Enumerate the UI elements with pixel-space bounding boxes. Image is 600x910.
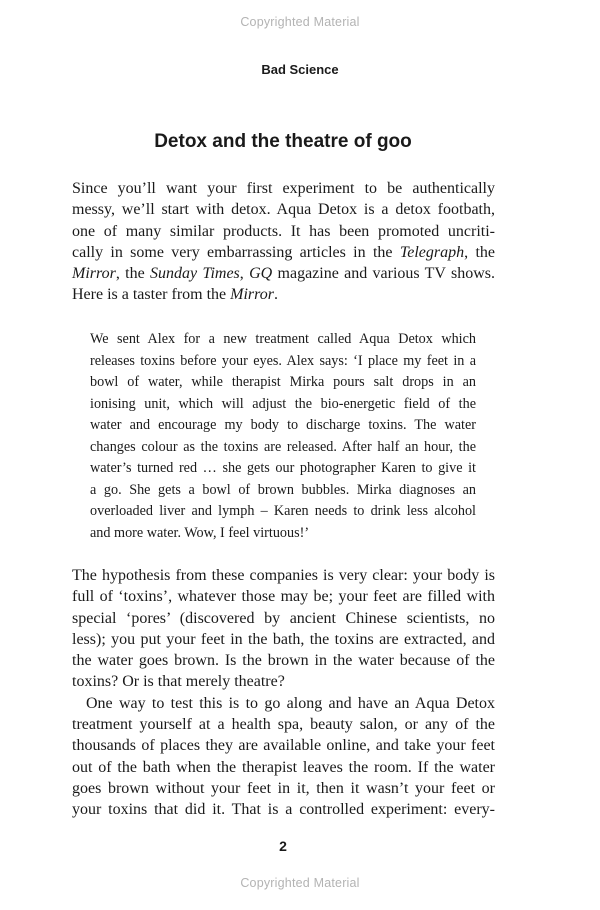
- publication-name: Mirror: [230, 286, 275, 304]
- text-run: magazine and various TV shows.: [272, 265, 496, 283]
- quote-line: releases toxins before your eyes. Alex says: ‘I place my feet in a: [90, 352, 476, 369]
- text-line: messy, we’ll start with detox. Aqua Detox is a detox footbath,: [72, 201, 495, 219]
- copyright-watermark-top: Copyrighted Material: [240, 15, 360, 29]
- text-run: , the: [464, 243, 496, 261]
- quote-line: bowl of water, while therapist Mirka pours salt drops in an: [90, 374, 476, 390]
- quote-line: water’s turned red … she gets our photographer Karen to give it: [90, 460, 476, 476]
- quote-line: water and encourage my body to discharge toxins. The water: [90, 417, 476, 433]
- text-line: special ‘pores’ (discovered by ancient Chinese scientists, no: [72, 609, 495, 627]
- body-paragraph-1: [72, 178, 495, 306]
- text-line: less); you put your feet in the bath, the toxins are extracted, and: [72, 630, 495, 648]
- text-line: the water goes brown. Is the brown in the water because of the: [72, 652, 495, 670]
- text-line: The hypothesis from these companies is very clear: your body is: [72, 567, 495, 584]
- text-line: [72, 284, 495, 305]
- text-run: ,: [239, 265, 250, 283]
- quote-line: We sent Alex for a new treatment called Aqua Detox which: [90, 331, 476, 347]
- text-run: Here is a taster from the: [72, 286, 231, 304]
- quote-line: overloaded liver and lymph – Karen needs to drink less alcohol: [90, 503, 476, 519]
- text-line: out of the bath when the therapist leaves the room. If the water: [72, 758, 495, 776]
- text-run: cally in some very embarrassing articles in the: [72, 243, 400, 261]
- text-run: , the: [115, 265, 151, 283]
- text-line: Since you’ll want your first experiment to be authentically: [72, 180, 495, 197]
- chapter-title: Detox and the theatre of goo: [154, 131, 412, 152]
- copyright-watermark-bottom: Copyrighted Material: [240, 876, 360, 890]
- text-line: [72, 242, 495, 263]
- body-paragraph-2: [72, 565, 495, 821]
- text-line: full of ‘toxins’, whatever those may be; your feet are filled with: [72, 588, 495, 606]
- text-run: .: [274, 286, 279, 304]
- running-head: Bad Science: [261, 62, 339, 77]
- publication-name: Sunday Times: [150, 265, 240, 283]
- mirror-quotation: [90, 329, 476, 544]
- quote-line: a go. She gets a bowl of brown bubbles. Mirka diagnoses an: [90, 481, 476, 498]
- text-line: [72, 263, 495, 284]
- text-line: treatment yourself at a health spa, beauty salon, or any of the: [72, 716, 495, 734]
- text-line: your toxins that did it. That is a controlled experiment: every-: [72, 801, 495, 819]
- text-line: One way to test this is to go along and have an Aqua Detox: [86, 694, 495, 712]
- text-line: toxins? Or is that merely theatre?: [72, 673, 285, 691]
- page-number: 2: [279, 838, 287, 854]
- quote-line: ionising unit, which will adjust the bio-energetic field of the: [90, 395, 476, 412]
- publication-name: Telegraph: [399, 243, 465, 261]
- text-line: thousands of places they are available online, and take your feet: [72, 737, 495, 755]
- quote-line: changes colour as the toxins are released. After half an hour, the: [90, 438, 476, 455]
- publication-name: GQ: [249, 265, 273, 283]
- text-line: goes brown without your feet in it, then it wasn’t your feet or: [72, 779, 495, 797]
- quote-line: and more water. Wow, I feel virtuous!’: [90, 524, 310, 541]
- text-line: one of many similar products. It has been promoted uncriti-: [72, 222, 495, 240]
- publication-name: Mirror: [72, 265, 116, 283]
